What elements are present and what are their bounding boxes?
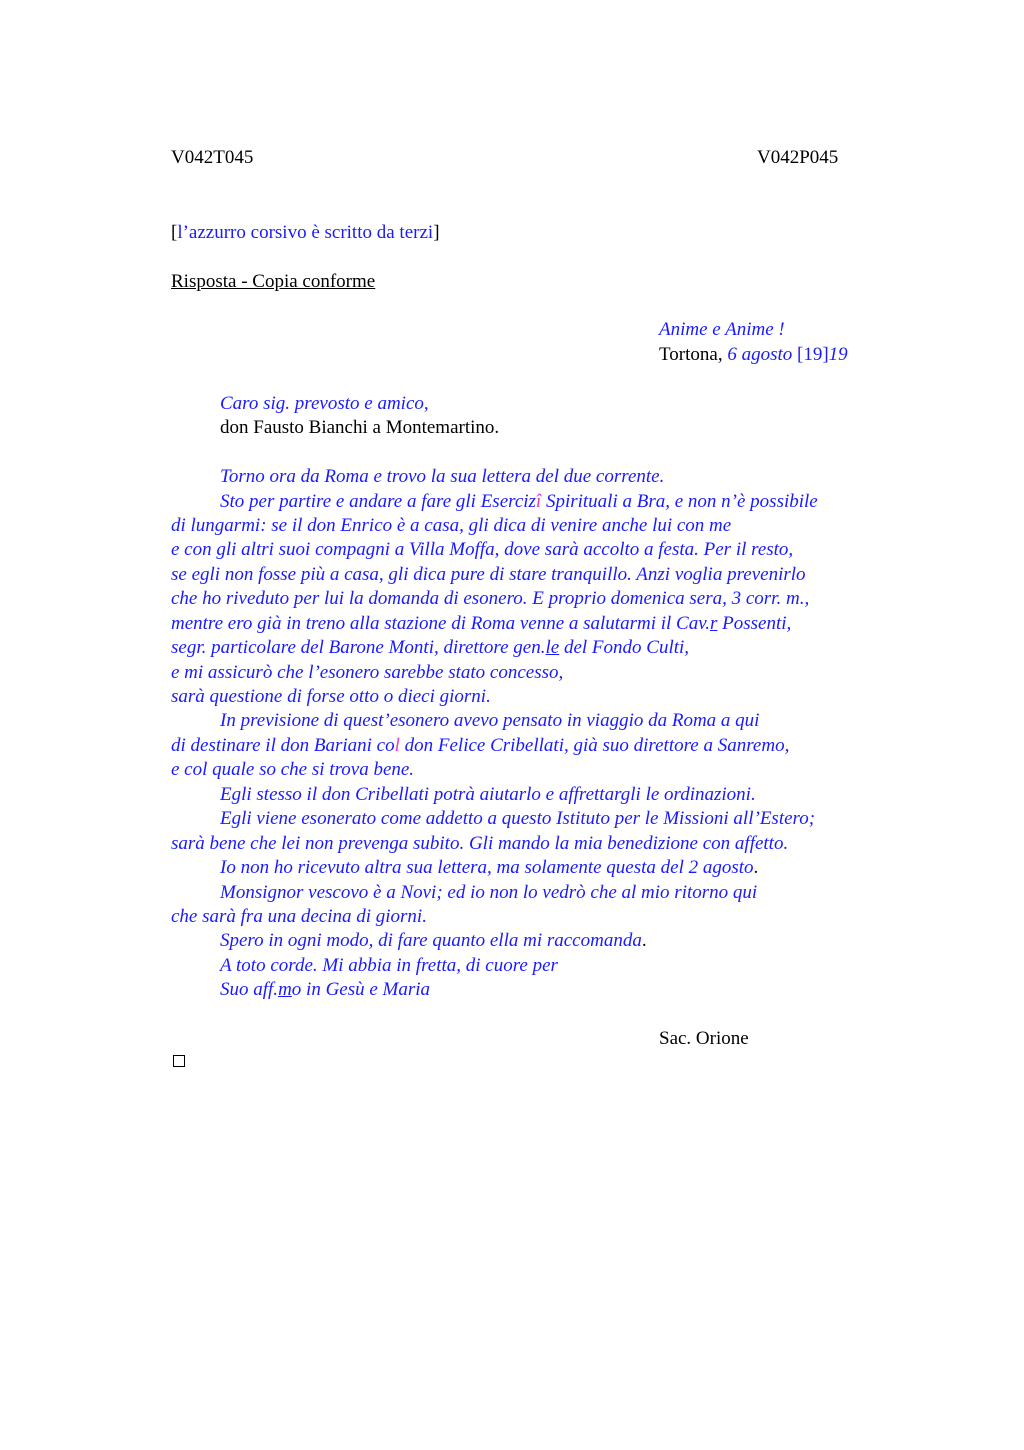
body-line-16: sarà bene che lei non prevenga subito. Gli mando la mia benedizione con affetto.	[171, 833, 789, 854]
body-line-2-correction: î	[535, 491, 542, 512]
square-box-icon	[173, 1055, 185, 1067]
body-line-7	[171, 612, 791, 636]
body-line-22-superscript: m	[278, 979, 292, 1000]
body-line-20-a: Spero in ogni modo, di fare quanto ella mi raccomanda	[220, 930, 642, 951]
body-line-2-c: Spirituali a Bra, e non n’è possibile	[541, 491, 818, 512]
body-line-1: Torno ora da Roma e trovo la sua lettera del due corrente.	[220, 466, 665, 487]
body-line-8-superscript: le	[545, 637, 560, 658]
body-line-17	[220, 856, 758, 880]
body-line-14: Egli stesso il don Cribellati potrà aiutarlo e affrettargli le ordinazioni.	[220, 784, 756, 805]
body-line-11: In previsione di quest’esonero avevo pensato in viaggio da Roma a qui	[220, 710, 760, 731]
body-line-20	[220, 929, 647, 953]
body-line-2-a: Sto per partire e andare a fare gli Eserciz	[220, 491, 536, 512]
note-open-bracket: [	[171, 222, 178, 243]
body-line-22-a: Suo aff.	[220, 979, 279, 1000]
body-line-20-period: .	[641, 930, 647, 951]
dateline	[659, 343, 848, 367]
body-line-13: e col quale so che si trova bene.	[171, 759, 415, 780]
body-line-12-a: di destinare il don Bariani co	[171, 735, 395, 756]
motto: Anime e Anime !	[659, 319, 785, 340]
body-line-12-correction: l	[394, 735, 400, 756]
body-line-8	[171, 636, 689, 660]
body-line-8-a: segr. particolare del Barone Monti, direttore gen.	[171, 637, 546, 658]
salutation-line-1: Caro sig. prevosto e amico,	[220, 393, 429, 414]
salutation-line-2: don Fausto Bianchi a Montemartino.	[220, 417, 500, 438]
body-line-7-c: Possenti,	[717, 613, 792, 634]
body-line-12	[171, 734, 789, 758]
body-line-22	[220, 978, 430, 1002]
dateline-date: 6 agosto	[727, 344, 793, 365]
body-line-21: A toto corde. Mi abbia in fretta, di cuore per	[220, 955, 558, 976]
note-close-bracket: ]	[433, 222, 440, 243]
note-text: l’azzurro corsivo è scritto da terzi	[177, 222, 434, 243]
body-line-19: che sarà fra una decina di giorni.	[171, 906, 427, 927]
body-line-17-period: .	[753, 857, 759, 878]
header-left-code: V042T045	[171, 147, 254, 168]
body-line-15: Egli viene esonerato come addetto a questo Istituto per le Missioni all’Estero;	[220, 808, 816, 829]
dateline-year-bracket: [19]	[797, 344, 829, 365]
body-line-17-a: Io non ho ricevuto altra sua lettera, ma solamente questa del 2 agosto	[220, 857, 754, 878]
header-right-code: V042P045	[757, 147, 839, 168]
dateline-year-suffix: 19	[828, 344, 848, 365]
body-line-2	[220, 490, 818, 514]
body-line-8-c: del Fondo Culti,	[559, 637, 690, 658]
dateline-place: Tortona,	[659, 344, 728, 365]
body-line-6: che ho riveduto per lui la domanda di esonero. E proprio domenica sera, 3 corr. m.,	[171, 588, 810, 609]
editorial-note	[171, 221, 440, 245]
body-line-7-a: mentre ero già in treno alla stazione di Roma venne a salutarmi il Cav.	[171, 613, 710, 634]
body-line-3: di lungarmi: se il don Enrico è a casa, gli dica di venire anche lui con me	[171, 515, 732, 536]
body-line-9: e mi assicurò che l’esonero sarebbe stato concesso,	[171, 662, 564, 683]
body-line-22-c: o in Gesù e Maria	[291, 979, 431, 1000]
body-line-7-superscript: r	[709, 613, 718, 634]
body-line-4: e con gli altri suoi compagni a Villa Moffa, dove sarà accolto a festa. Per il resto,	[171, 539, 794, 560]
body-line-10: sarà questione di forse otto o dieci giorni.	[171, 686, 491, 707]
body-line-5: se egli non fosse più a casa, gli dica pure di stare tranquillo. Anzi voglia prevenirlo	[171, 564, 806, 585]
subtitle: Risposta - Copia conforme	[171, 271, 376, 292]
body-line-12-c: don Felice Cribellati, già suo direttore a Sanremo,	[399, 735, 790, 756]
signature: Sac. Orione	[659, 1028, 749, 1049]
body-line-18: Monsignor vescovo è a Novi; ed io non lo vedrò che al mio ritorno qui	[220, 882, 758, 903]
